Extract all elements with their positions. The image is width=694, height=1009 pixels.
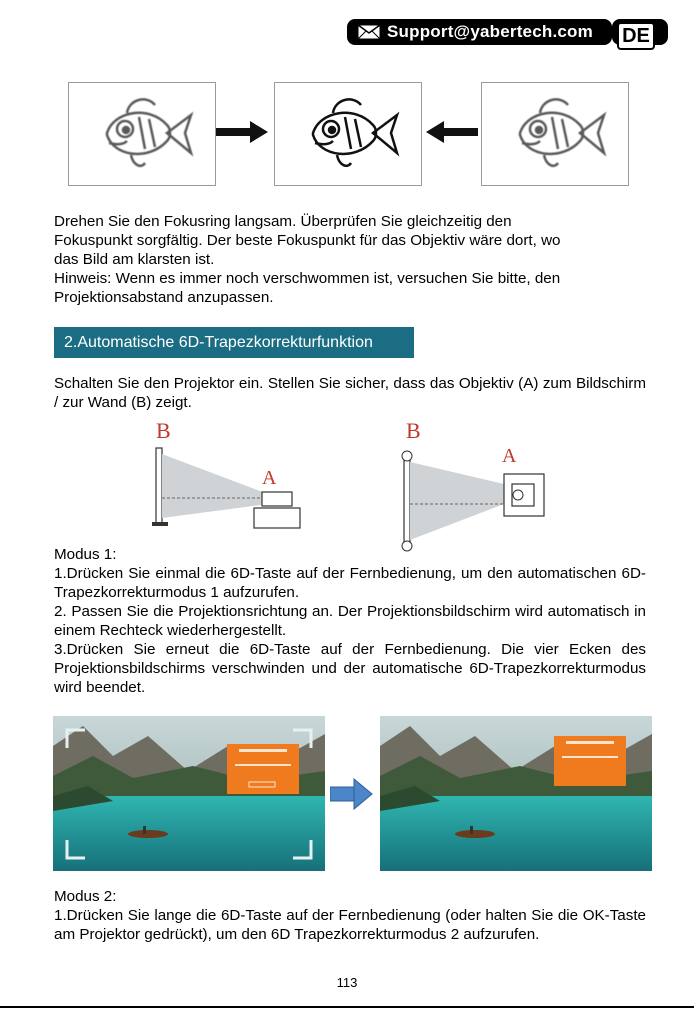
support-email-badge (347, 19, 612, 45)
focused-fish-image-center (274, 82, 422, 186)
support-email: Support@yabertech.com (387, 22, 593, 41)
label-a: A (262, 467, 277, 489)
mode1-step2: 2. Passen Sie die Projektionsrichtung an. Der Projektionsbildschirm wird automatisch in einem Rechteck wiederhergestellt. (54, 603, 646, 639)
envelope-icon (357, 24, 381, 40)
text-line: Fokuspunkt sorgfältig. Der beste Fokuspunkt für das Objektiv wäre dort, wo (54, 232, 561, 249)
label-b: B (156, 418, 171, 443)
arrow-left-icon (426, 121, 478, 143)
language-code: DE (617, 22, 655, 50)
label-b: B (406, 418, 421, 443)
blurry-fish-image-right (481, 82, 629, 186)
section-heading: 2.Automatische 6D-Trapezkorrekturfunktion (54, 327, 414, 358)
focus-instructions (54, 212, 646, 307)
fish-illustration (275, 83, 421, 185)
fish-illustration (482, 83, 628, 185)
page-number: 113 (336, 975, 358, 990)
text-line: das Bild am klarsten ist. (54, 251, 215, 268)
mode1-step1: 1.Drücken Sie einmal die 6D-Taste auf der Fernbedienung, um den automatischen 6D-Trapezkorrekturmodus 1 aufzurufen. (54, 565, 646, 601)
language-badge (612, 19, 668, 45)
intro-paragraph: Schalten Sie den Projektor ein. Stellen Sie sicher, dass das Objektiv (A) zum Bildschirm / zur Wand (B) zeigt. (54, 375, 646, 411)
fish-illustration (69, 83, 215, 185)
text-line: Projektionsabstand anzupassen. (54, 289, 274, 306)
mode2-step1: 1.Drücken Sie lange die 6D-Taste auf der Fernbedienung (oder halten Sie die OK-Taste am Projektor gedrückt), um den 6D Trapezkorrekturmodus 2 aufzurufen. (54, 907, 646, 943)
mode1-step3: 3.Drücken Sie erneut die 6D-Taste auf der Fernbedienung. Die vier Ecken des Projektionsbildschirms verschwinden und der automatische 6D-Trapezkorrekturmodus wird beendet. (54, 641, 646, 696)
lake-photo-corrected (380, 716, 652, 871)
arrow-right-icon (216, 121, 268, 143)
blurry-fish-image-left (68, 82, 216, 186)
text-line: Hinweis: Wenn es immer noch verschwommen ist, versuchen Sie bitte, den (54, 270, 561, 287)
lake-photo-with-corner-markers (53, 716, 325, 871)
mode2-title: Modus 2: (54, 888, 117, 905)
arrow-right-blue-icon (330, 777, 374, 811)
top-view-diagram (396, 418, 556, 554)
mode1-title: Modus 1: (54, 546, 117, 563)
label-a: A (502, 445, 517, 467)
text-line: Drehen Sie den Fokusring langsam. Überprüfen Sie gleichzeitig den (54, 213, 512, 230)
side-view-diagram (150, 418, 310, 530)
bottom-rule (0, 1006, 694, 1008)
